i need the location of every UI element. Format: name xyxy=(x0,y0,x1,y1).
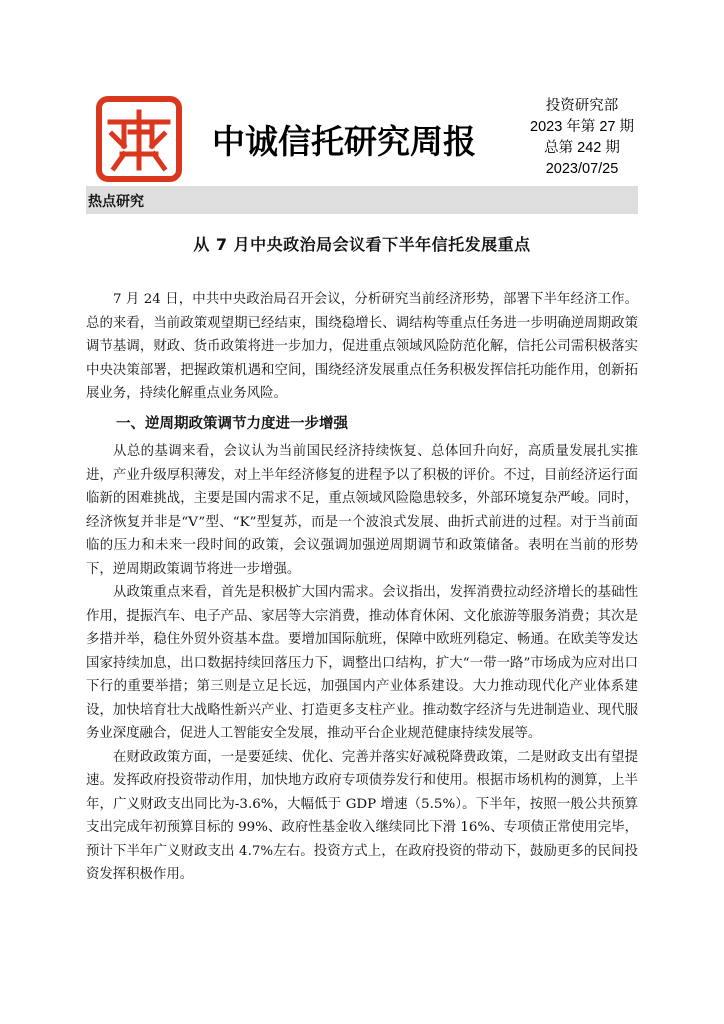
body-paragraph-3: 在财政政策方面，一是要延续、优化、完善并落实好减税降费政策，二是财政支出有望提速。发挥政府投资带动作用，加快地方政府专项债券发行和使用。根据市场机构的测算，上半年，广义财政支出同比为-3.6%，大幅低于 GDP 增速（5.5%）。下半年，按照一般公共预算支出完成年初预算目标的 99%、政府性基金收入继续同比下滑 16%、专项债正常使用完毕，预计下半年广义财政支出 4.7%左右。投资方式上，在政府投资的带动下，鼓励更多的民间投资发挥积极作用。 xyxy=(86,749,638,882)
intro-block xyxy=(86,288,638,406)
intro-paragraph: 7 月 24 日，中共中央政治局召开会议，分析研究当前经济形势，部署下半年经济工作。总的来看，当前政策观望期已经结束，围绕稳增长、调结构等重点任务进一步明确逆周期政策调节基调，财政、货币政策将进一步加力，促进重点领域风险防范化解，信托公司需积极落实中央决策部署，把握政策机遇和空间，围绕经济发展重点任务积极发挥信托功能作用，创新拓展业务，持续化解重点业务风险。 xyxy=(86,292,638,401)
body-paragraph-1: 从总的基调来看，会议认为当前国民经济持续恢复、总体回升向好，高质量发展扎实推进，产业升级厚积薄发，对上半年经济修复的进程予以了积极的评价。不过，目前经济运行面临新的困难挑战，主要是国内需求不足，重点领域风险隐患较多，外部环境复杂严峻。同时，经济恢复并非是“V”型、“K”型复苏，而是一个波浪式发展、曲折式前进的过程。对于当前面临的压力和未来一段时间的政策，会议强调加强逆周期调节和政策储备。表明在当前的形势下，逆周期政策调节将进一步增强。 xyxy=(86,444,638,577)
report-title: 中诚信托研究周报 xyxy=(212,122,476,161)
department-label: 投资研究部 xyxy=(545,98,619,114)
issue-total: 总第 242 期 xyxy=(544,140,620,156)
section-bar xyxy=(86,186,638,214)
issue-year: 2023 年第 27 期 xyxy=(530,119,634,135)
issue-meta xyxy=(530,96,634,180)
article-title: 从 7 月中央政治局会议看下半年信托发展重点 xyxy=(193,235,531,254)
company-logo xyxy=(96,96,182,182)
section-label: 热点研究 xyxy=(88,194,144,210)
body-paragraph-2: 从政策重点来看，首先是积极扩大国内需求。会议指出，发挥消费拉动经济增长的基础性作用，提振汽车、电子产品、家居等大宗消费，推动体育休闲、文化旅游等服务消费；其次是多措并举，稳住外贸外资基本盘。要增加国际航班，保障中欧班列稳定、畅通。在欧美等发达国家持续加息，出口数据持续回落压力下，调整出口结构，扩大“一带一路”市场成为应对出口下行的重要举措；第三则是立足长远，加强国内产业体系建设。大力推动现代化产业体系建设，加快培育壮大战略性新兴产业、打造更多支柱产业。推动数字经济与先进制造业、现代服务业深度融合，促进人工智能安全发展，推动平台企业规范健康持续发展等。 xyxy=(86,585,638,741)
chengxin-seal-icon xyxy=(102,102,176,176)
section-heading-1: 一、逆周期政策调节力度进一步增强 xyxy=(116,416,348,432)
issue-date: 2023/07/25 xyxy=(545,161,619,177)
body-block xyxy=(86,440,638,887)
